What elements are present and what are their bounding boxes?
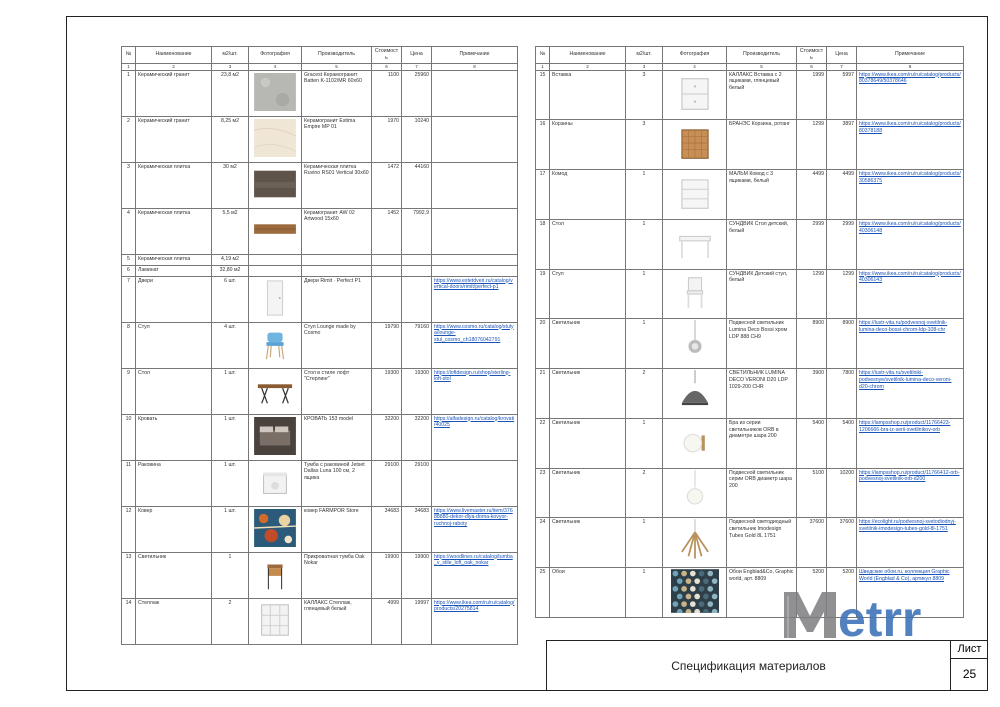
item-photo [663, 418, 727, 468]
row-number: 21 [536, 369, 550, 419]
item-unit-cost: 34683 [372, 506, 402, 552]
item-note[interactable]: https://www.cosmo.ru/catalog/stulya/lounge-stul_cosmo_ch18076042791 [432, 322, 518, 368]
item-name: Стеллаж [136, 598, 212, 644]
row-number: 1 [122, 70, 136, 116]
item-manufacturer: Бра из серии светильников ORB в диаметре шара 200 [727, 418, 797, 468]
item-manufacturer: СУНДВИК Детский стул, белый [727, 269, 797, 319]
header-price: Цена [402, 47, 432, 64]
item-total-price [402, 276, 432, 322]
item-name: Раковина [136, 460, 212, 506]
table-row [536, 468, 964, 518]
header-note: Примечание [432, 47, 518, 64]
item-total-price: 5997 [827, 70, 857, 120]
item-total-price: 44160 [402, 162, 432, 208]
item-manufacturer: Керамическая плитка Ruvino RS01 Vertical 30x60 [302, 162, 372, 208]
kids-chair-photo [671, 271, 719, 318]
item-photo [249, 552, 302, 598]
table-row [122, 322, 518, 368]
item-photo [663, 269, 727, 319]
item-manufacturer: Подвесной светильник серии ORB диаметр шара 200 [727, 468, 797, 518]
row-number: 9 [122, 368, 136, 414]
row-number: 16 [536, 120, 550, 170]
item-name: Светильник [550, 319, 626, 369]
index-cell: 3 [212, 63, 249, 70]
row-number: 22 [536, 418, 550, 468]
white-shelf-photo [253, 601, 297, 642]
index-cell: 6 [372, 63, 402, 70]
item-photo [249, 368, 302, 414]
item-unit-cost [372, 265, 402, 276]
item-note [432, 162, 518, 208]
item-total-price: 8900 [827, 319, 857, 369]
item-total-price: 10240 [402, 116, 432, 162]
index-row [536, 63, 964, 70]
index-cell: 1 [536, 63, 550, 70]
item-quantity: 1 шт. [212, 368, 249, 414]
header-qty: м2/шт. [212, 47, 249, 64]
item-name: Керамический гранит [136, 116, 212, 162]
item-note[interactable]: https://www.ikea.com/ru/ru/catalog/products/20275814 [432, 598, 518, 644]
item-name: Двери [136, 276, 212, 322]
item-quantity: 1 [626, 418, 663, 468]
sheet-number: 25 [962, 667, 977, 681]
item-manufacturer: Керамогранит Estima Empire MP 01 [302, 116, 372, 162]
item-name: Светильник [136, 552, 212, 598]
item-quantity: 1 [626, 269, 663, 319]
item-manufacturer [302, 265, 372, 276]
table-row [536, 219, 964, 269]
sheet-label: Лист [951, 641, 988, 659]
item-total-price: 10200 [827, 468, 857, 518]
row-number: 14 [122, 598, 136, 644]
item-quantity: 5,5 м2 [212, 208, 249, 254]
item-note [432, 116, 518, 162]
item-quantity: 2 [212, 598, 249, 644]
row-number: 6 [122, 265, 136, 276]
item-note [432, 208, 518, 254]
item-unit-cost: 29100 [372, 460, 402, 506]
index-cell: 4 [663, 63, 727, 70]
index-cell: 7 [827, 63, 857, 70]
pendant-chrome-photo [671, 320, 719, 367]
item-manufacturer: Тумба с раковиной Jetset Dallas Luna 100 см, 2 ящика [302, 460, 372, 506]
title-block [546, 640, 950, 691]
table-row [122, 265, 518, 276]
item-unit-cost: 37600 [797, 518, 827, 568]
item-total-price: 25960 [402, 70, 432, 116]
item-unit-cost: 2999 [797, 219, 827, 269]
spec-table-left [121, 46, 518, 645]
index-cell: 7 [402, 63, 432, 70]
item-total-price: 34683 [402, 506, 432, 552]
item-manufacturer: Gracest Керамогранит Batten K-1102/MR 60x60 [302, 70, 372, 116]
item-total-price: 3897 [827, 120, 857, 170]
item-total-price: 19997 [402, 598, 432, 644]
item-manufacturer: Керамогранит AW 02 Artwood 15x60 [302, 208, 372, 254]
item-name: Корзины [550, 120, 626, 170]
rattan-basket-photo [671, 121, 719, 168]
item-note [432, 254, 518, 265]
item-quantity: 4,19 м2 [212, 254, 249, 265]
header-cost: Стоимость [372, 47, 402, 64]
header-qty: м2/шт. [626, 47, 663, 64]
item-quantity: 3 [626, 120, 663, 170]
item-note[interactable]: https://www.ikea.com/ru/ru/catalog/products/80378188 [857, 120, 964, 170]
row-number: 5 [122, 254, 136, 265]
item-name: Стул [550, 269, 626, 319]
table-row [536, 170, 964, 220]
item-photo [249, 276, 302, 322]
sheet-number-block [950, 640, 988, 691]
item-unit-cost: 1299 [797, 120, 827, 170]
header-photo: Фотография [249, 47, 302, 64]
item-quantity: 2 [626, 468, 663, 518]
item-unit-cost: 1452 [372, 208, 402, 254]
item-manufacturer: СУНДВИК Стол детский, белый [727, 219, 797, 269]
item-note[interactable]: https://www.estetdveri.ru/catalog/vertical-doors/rimit/perfect-p1 [432, 276, 518, 322]
item-photo [249, 254, 302, 265]
white-door-photo [253, 279, 297, 320]
item-total-price: 19300 [402, 368, 432, 414]
item-photo [249, 460, 302, 506]
item-name: Светильник [550, 518, 626, 568]
item-unit-cost: 4499 [797, 170, 827, 220]
concrete-gray-tile-photo [253, 73, 297, 114]
dark-brown-tile-photo [253, 165, 297, 206]
header-row [536, 47, 964, 64]
row-number: 10 [122, 414, 136, 460]
item-note[interactable]: https://alfadesign.ru/catalog/krovati/40025 [432, 414, 518, 460]
item-photo [663, 120, 727, 170]
item-quantity: 1 шт. [212, 506, 249, 552]
item-note[interactable]: https://loftdesign.ru/shop/sterling-loft-stol [432, 368, 518, 414]
item-note: Шведские обои.ru, коллекция Graphic World (Engblad & Co), артикул 8809 [857, 568, 964, 618]
row-number: 17 [536, 170, 550, 220]
index-cell: 4 [249, 63, 302, 70]
item-unit-cost: 19300 [372, 368, 402, 414]
item-total-price: 2999 [827, 219, 857, 269]
table-row [536, 319, 964, 369]
item-unit-cost: 32200 [372, 414, 402, 460]
tubes-chandelier-photo [671, 519, 719, 566]
item-note [432, 70, 518, 116]
index-cell: 6 [797, 63, 827, 70]
item-quantity: 1 [626, 219, 663, 269]
table-row [122, 254, 518, 265]
item-quantity: 23,8 м2 [212, 70, 249, 116]
item-quantity: 32,80 м2 [212, 265, 249, 276]
table-row [122, 414, 518, 460]
item-quantity: 2 [626, 369, 663, 419]
item-manufacturer: Стул Lounge made by Cosmo [302, 322, 372, 368]
index-cell: 1 [122, 63, 136, 70]
item-photo [663, 170, 727, 220]
item-manufacturer: Обои Engblad&Co, Graphic world, арт. 8809 [727, 568, 797, 618]
item-name: Вставка [550, 70, 626, 120]
item-total-price [402, 265, 432, 276]
row-number: 8 [122, 322, 136, 368]
item-total-price [402, 254, 432, 265]
item-total-price: 79160 [402, 322, 432, 368]
item-total-price: 29100 [402, 460, 432, 506]
bedside-table-photo [253, 555, 297, 596]
item-name: Ламинат [136, 265, 212, 276]
item-photo [249, 208, 302, 254]
item-note[interactable]: https://lampsshop.ru/product/11766412-orb-podvesnoj-svetilnik-orb-d200 [857, 468, 964, 518]
item-note [432, 265, 518, 276]
item-total-price: 32200 [402, 414, 432, 460]
item-photo [663, 568, 727, 618]
white-dresser-photo [671, 171, 719, 218]
row-number: 11 [122, 460, 136, 506]
item-total-price: 5200 [827, 568, 857, 618]
index-cell: 2 [136, 63, 212, 70]
sheet-title: Спецификация материалов [671, 659, 826, 673]
item-quantity: 1 [626, 170, 663, 220]
item-quantity: 1 шт. [212, 460, 249, 506]
watermark-text: etrr [838, 591, 922, 642]
item-quantity: 1 [626, 518, 663, 568]
item-name: Керамическая плитка [136, 162, 212, 208]
item-note [432, 460, 518, 506]
table-row [536, 269, 964, 319]
item-manufacturer: МАЛЬМ Комод с 3 ящиками, белый [727, 170, 797, 220]
item-quantity: 8,25 м2 [212, 116, 249, 162]
item-unit-cost: 19790 [372, 322, 402, 368]
item-manufacturer: Двери Rimit · Perfect P1 [302, 276, 372, 322]
item-unit-cost: 1100 [372, 70, 402, 116]
item-photo [249, 322, 302, 368]
item-total-price: 7800 [827, 369, 857, 419]
item-name: Светильник [550, 369, 626, 419]
kids-table-photo [671, 221, 719, 268]
header-cost: Стоимость [797, 47, 827, 64]
item-total-price: 37600 [827, 518, 857, 568]
item-photo [249, 162, 302, 208]
patterned-rug-photo [253, 509, 297, 550]
header-name: Наименование [550, 47, 626, 64]
header-row [122, 47, 518, 64]
item-quantity: 1 [212, 552, 249, 598]
item-note[interactable]: https://woodlines.ru/catalog/tumba_v_stile_loft_oak_nokar [432, 552, 518, 598]
item-manufacturer: КАЛЛАКС Стеллаж, глянцевый белый [302, 598, 372, 644]
row-number: 23 [536, 468, 550, 518]
table-row [122, 598, 518, 644]
white-insert-photo [671, 72, 719, 119]
index-cell: 5 [302, 63, 372, 70]
item-manufacturer: БРАНЭС Корзина, ротанг [727, 120, 797, 170]
item-note[interactable]: https://www.ikea.com/ru/ru/catalog/products/30586375 [857, 170, 964, 220]
header-note: Примечание [857, 47, 964, 64]
item-unit-cost: 1999 [797, 70, 827, 120]
row-number: 13 [122, 552, 136, 598]
item-manufacturer: Подвесной светодиодный светильник Imodesign Tubes Gold 8L 1751 [727, 518, 797, 568]
item-unit-cost: 5100 [797, 468, 827, 518]
row-number: 18 [536, 219, 550, 269]
item-manufacturer: Прикроватная тумба Oak Nokar [302, 552, 372, 598]
item-unit-cost: 1970 [372, 116, 402, 162]
wood-plank-tile-photo [253, 211, 297, 252]
orb-pendant-photo [671, 470, 719, 517]
item-unit-cost: 19900 [372, 552, 402, 598]
item-manufacturer: КАЛЛАКС Вставка с 2 ящиками, глянцевый белый [727, 70, 797, 120]
item-unit-cost [372, 254, 402, 265]
orb-sconce-photo [671, 420, 719, 467]
index-row [122, 63, 518, 70]
row-number: 24 [536, 518, 550, 568]
item-total-price: 4499 [827, 170, 857, 220]
item-photo [663, 468, 727, 518]
item-note[interactable]: https://lustr-vita.ru/svetilniki-podvesnye/svetilnik-lumina-deco-veroni-d20-chrom [857, 369, 964, 419]
table-row [122, 506, 518, 552]
item-photo [249, 265, 302, 276]
item-note[interactable]: https://www.ikea.com/ru/ru/catalog/products/40306143 [857, 269, 964, 319]
row-number: 19 [536, 269, 550, 319]
index-cell: 8 [432, 63, 518, 70]
item-unit-cost: 3900 [797, 369, 827, 419]
item-name: Светильник [550, 468, 626, 518]
item-note[interactable]: https://lampsshop.ru/product/11766423-1206666-bra-iz-serii-svetilnikov-orb [857, 418, 964, 468]
item-manufacturer [302, 254, 372, 265]
item-note[interactable]: https://www.ikea.com/ru/ru/catalog/products/80378649/50378646 [857, 70, 964, 120]
header-num: № [122, 47, 136, 64]
item-photo [663, 319, 727, 369]
item-manufacturer: СВЕТИЛЬНИК LUMINA DECO VERONI D20 LDP 1029-200 CHR [727, 369, 797, 419]
item-unit-cost: 1472 [372, 162, 402, 208]
table-row [122, 116, 518, 162]
header-photo: Фотография [663, 47, 727, 64]
table-row [122, 368, 518, 414]
index-cell: 8 [857, 63, 964, 70]
item-unit-cost: 5400 [797, 418, 827, 468]
row-number: 12 [122, 506, 136, 552]
item-quantity: 6 шт. [212, 276, 249, 322]
item-note[interactable]: https://www.ikea.com/ru/ru/catalog/products/40306148 [857, 219, 964, 269]
dark-bed-photo [253, 417, 297, 458]
index-cell: 2 [550, 63, 626, 70]
item-manufacturer: Стол в стиле лофт "Стерлинг" [302, 368, 372, 414]
item-name: Стул [136, 322, 212, 368]
table-row [536, 120, 964, 170]
loft-table-photo [253, 371, 297, 412]
item-photo [663, 518, 727, 568]
item-photo [249, 70, 302, 116]
header-price: Цена [827, 47, 857, 64]
item-name: Керамическая плитка [136, 208, 212, 254]
item-total-price: 5400 [827, 418, 857, 468]
table-row [536, 369, 964, 419]
item-name: Ковер [136, 506, 212, 552]
header-name: Наименование [136, 47, 212, 64]
item-photo [249, 414, 302, 460]
row-number: 15 [536, 70, 550, 120]
item-total-price: 7992,9 [402, 208, 432, 254]
header-num: № [536, 47, 550, 64]
hexagon-wallpaper-photo [671, 569, 719, 616]
item-quantity: 1 [626, 319, 663, 369]
item-photo [249, 506, 302, 552]
row-number: 20 [536, 319, 550, 369]
item-photo [663, 369, 727, 419]
row-number: 7 [122, 276, 136, 322]
row-number: 25 [536, 568, 550, 618]
cream-marble-tile-photo [253, 119, 297, 160]
row-number: 2 [122, 116, 136, 162]
item-unit-cost: 5200 [797, 568, 827, 618]
table-row [122, 460, 518, 506]
item-quantity: 4 шт. [212, 322, 249, 368]
blue-chair-photo [253, 325, 297, 366]
table-row [122, 276, 518, 322]
item-total-price: 1299 [827, 269, 857, 319]
table-row [122, 70, 518, 116]
table-row [536, 70, 964, 120]
table-row [122, 552, 518, 598]
item-unit-cost [372, 276, 402, 322]
item-photo [249, 116, 302, 162]
item-manufacturer: Подвесной светильник Lumina Deco Bossi хром LDP 888 СН9 [727, 319, 797, 369]
item-manufacturer: КРОВАТЬ 153 model [302, 414, 372, 460]
table-row [122, 208, 518, 254]
item-unit-cost: 1299 [797, 269, 827, 319]
item-note[interactable]: https://www.livemaster.ru/item/37688880-dekor-dlya-doma-kovyor-ruchnoj-raboty [432, 506, 518, 552]
index-cell: 5 [727, 63, 797, 70]
item-photo [663, 219, 727, 269]
header-maker: Производитель [727, 47, 797, 64]
item-name: Комод [550, 170, 626, 220]
item-name: Кровать [136, 414, 212, 460]
row-number: 4 [122, 208, 136, 254]
item-manufacturer: ковер FARMPOR Store [302, 506, 372, 552]
item-name: Обои [550, 568, 626, 618]
item-quantity: 30 м2 [212, 162, 249, 208]
item-name: Стол [136, 368, 212, 414]
item-unit-cost: 8900 [797, 319, 827, 369]
item-quantity: 1 шт. [212, 414, 249, 460]
item-name: Стол [550, 219, 626, 269]
table-row [536, 418, 964, 468]
table-row [122, 162, 518, 208]
row-number: 3 [122, 162, 136, 208]
item-unit-cost: 4999 [372, 598, 402, 644]
item-note[interactable]: https://lustr-vita.ru/podvesnoj-svetilnik-lumina-deco-bossi-chrom-ldp-108-chr [857, 319, 964, 369]
item-name: Керамическая плитка [136, 254, 212, 265]
spec-table-right [535, 46, 964, 618]
index-cell: 3 [626, 63, 663, 70]
item-name: Светильник [550, 418, 626, 468]
item-name: Керамический гранит [136, 70, 212, 116]
pendant-dome-photo [671, 370, 719, 417]
item-total-price: 19900 [402, 552, 432, 598]
header-maker: Производитель [302, 47, 372, 64]
item-quantity: 1 [626, 568, 663, 618]
metrr-watermark [780, 586, 960, 642]
item-note[interactable]: https://ecolight.ru/podvesnoj-svetodiodnyj-svetilnik-imodesign-tubes-gold-8l-1751 [857, 518, 964, 568]
sink-vanity-photo [253, 463, 297, 504]
item-photo [249, 598, 302, 644]
item-quantity: 3 [626, 70, 663, 120]
item-photo [663, 70, 727, 120]
table-row [536, 518, 964, 568]
